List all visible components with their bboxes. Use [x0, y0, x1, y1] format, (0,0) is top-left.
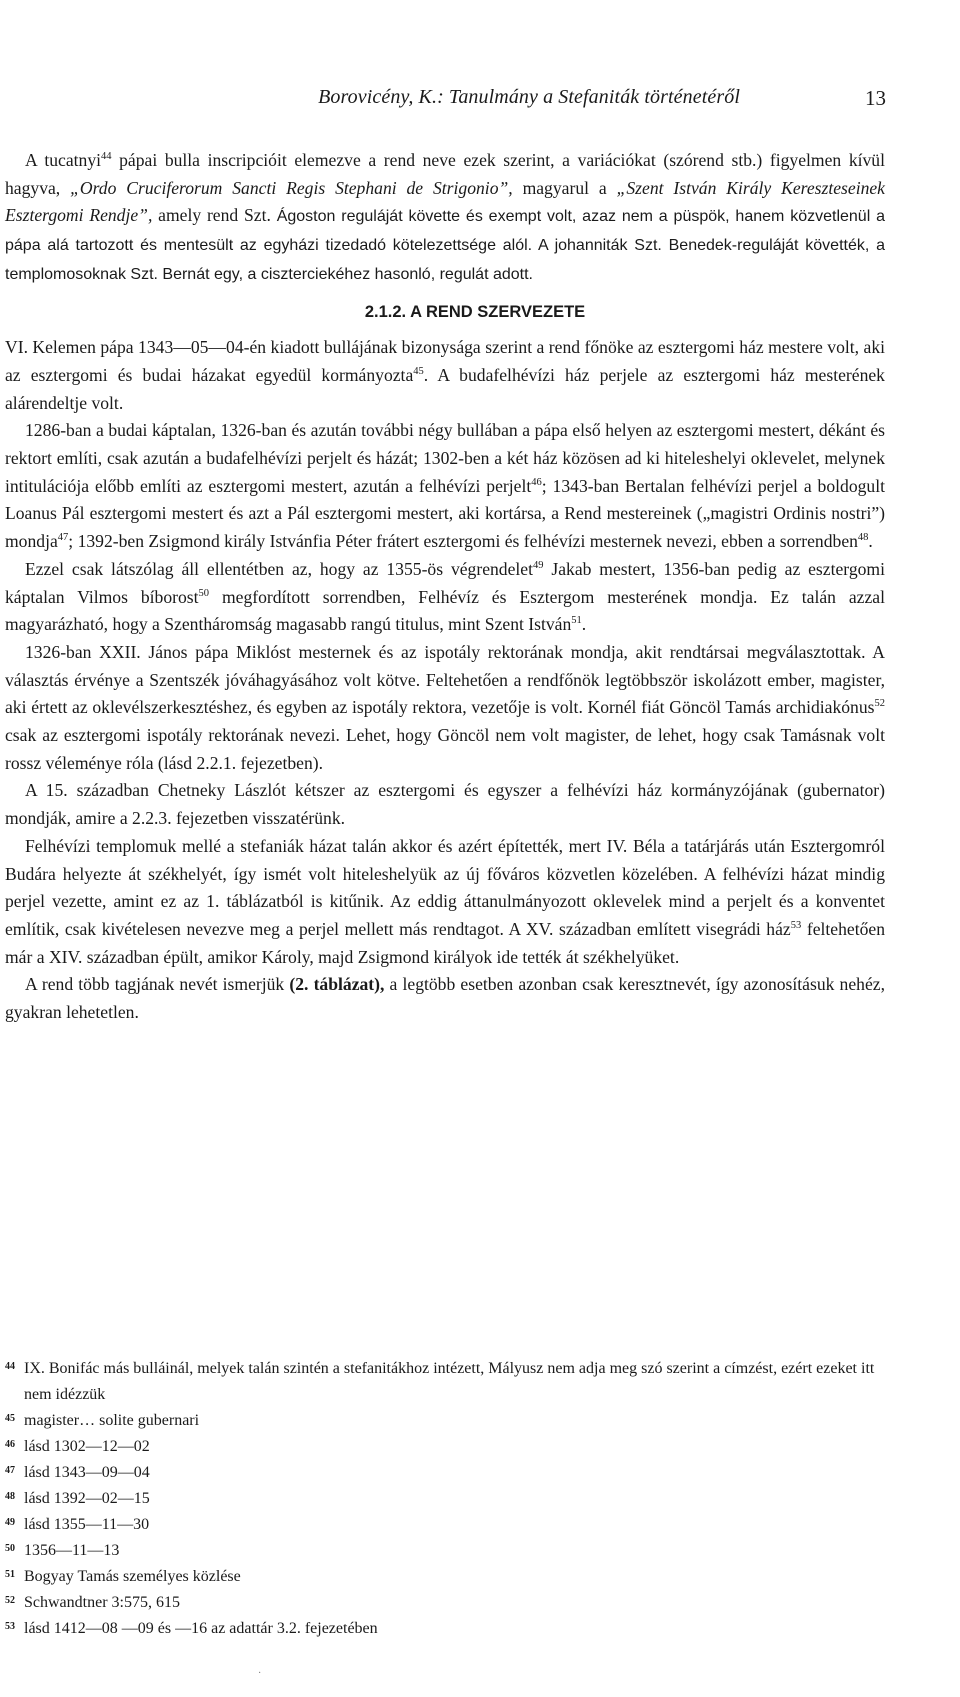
- text-run: Ágoston reguláját követte és exempt volt, azaz nem a püspök, hanem közvetlenül a pápa alá tartozott és mentesült az egyházi tizedadó kötelezettsége alól. A johanniták Szt. Benedek-reguláját követték, a templomosoknak Szt. Bernát egy, a ciszterciekéhez hasonló, regulát adott.: [5, 208, 885, 283]
- footnote-text: lásd 1412—08 —09 és —16 az adattár 3.2. fejezetében: [24, 1620, 378, 1637]
- footnote: [5, 1564, 885, 1590]
- footnote-ref: 48: [857, 532, 869, 544]
- paragraph-1: [5, 147, 885, 289]
- footnote-text: Schwandtner 3:575, 615: [24, 1594, 180, 1611]
- footnote: [5, 1538, 885, 1564]
- main-text: [5, 147, 885, 1027]
- footnote: [5, 1512, 885, 1538]
- section-heading: 2.1.2. A REND SZERVEZETE: [364, 302, 586, 321]
- text-run: ; 1392-ben Zsigmond király Istvánfia Péter frátert esztergomi és felhévízi mesternek nevezi, ebben a sorrendben: [68, 531, 858, 552]
- footnote-number: 53: [5, 1621, 15, 1632]
- paragraph-6: A 15. században Chetneky Lászlót kétszer az esztergomi és egyszer a felhévízi ház kormányzójának (gubernator) mondják, amire a 2.2.3. fejezetben visszatérünk.: [5, 780, 885, 829]
- footnote-text: lásd 1392—02—15: [24, 1490, 150, 1507]
- text-run: megfordított sorrendben, Felhévíz és Esztergom mesterének mondja. Ez talán azzal magyarázható, hogy a Szentháromság magasabb rangú titulus, mint Szent István: [5, 586, 885, 635]
- footnote-number: 48: [5, 1491, 15, 1502]
- footnote-number: 46: [5, 1439, 15, 1450]
- footnote-number: 44: [5, 1361, 15, 1372]
- footnote-number: 50: [5, 1543, 15, 1554]
- text-run: A rend több tagjának nevét ismerjük: [25, 974, 290, 995]
- footnote: [5, 1616, 885, 1642]
- text-run: Felhévízi templomuk mellé a stefaniák házat talán akkor és azért építették, mert IV. Béla a tatárjárás után Esztergomról Budára helyezte át székhelyét, így ismét volt hiteleshelyük az új főváros közvetlen közelében. A felhévízi házat mindig perjel vezette, amint ez az 1. táblázatból is kitűnik. Az eddig áttanulmányozott oklevelek mind a perjelt és a konventet említik, csak kivételesen nevezve meg a perjel mellett más rendtagot. A XV. században említett visegrádi ház: [5, 835, 885, 939]
- footnote-text: lásd 1355—11—30: [24, 1516, 150, 1533]
- running-header: [0, 86, 960, 118]
- text-run: .: [581, 614, 587, 635]
- text-run: 1326-ban XXII. János pápa Miklóst mesternek és az ispotály rektorának mondja, akit rendtársai megválasztottak. A választás érvénye a Szentszék jóváhagyásához volt kötve. Feltehetően a rendfőnök legtöbbször iskolázott ember, magister, aki értett az oklevélszerkesztéshez, és egyben az ispotály rektora, vezetője is volt. Kornél fiát Göncöl Tamás archidiakónus: [5, 641, 885, 718]
- footnote-number: 52: [5, 1595, 15, 1606]
- text-run: csak az esztergomi ispotály rektorának nevezi. Lehet, hogy Göncöl nem volt magister, de lehet, hogy csak Tamásnak volt rossz véleménye róla (lásd 2.2.1. fejezetben).: [5, 725, 885, 773]
- latin-rule-name: „Ordo Cruciferorum Sancti Regis Stephani de Strigonio”,: [70, 177, 513, 198]
- footnote-ref: 53: [790, 919, 802, 931]
- page-number: 13: [865, 86, 886, 110]
- text-run: amely rend Szt.: [152, 205, 277, 226]
- footnote: [5, 1486, 885, 1512]
- hungarian-rule-name: „Szent István Király Kereszteseinek Esztergomi Rendje”,: [5, 177, 885, 226]
- footnote-ref: 44: [101, 151, 112, 162]
- text-run: feltehetően már a XIV. században épült, amikor Károly, majd Zsigmond királyok ide tették át székhelyüket.: [5, 918, 885, 967]
- footnote-text: lásd 1302—12—02: [24, 1438, 150, 1455]
- footnote-text: IX. Bonifác más bulláinál, melyek talán szintén a stefanitákhoz intézett, Mályusz nem adja meg szó szerint a címzést, ezért ezeket itt nem idézzük: [24, 1360, 875, 1403]
- footnote-number: 45: [5, 1413, 15, 1424]
- footnote-number: 47: [5, 1465, 15, 1476]
- footnote-number: 51: [5, 1569, 15, 1580]
- paragraph-5: [5, 639, 885, 778]
- text-run: pápai bulla inscripcióit elemezve a rend neve ezek szerint, a variációkat (szórend stb.) figyelmen kívül hagyva,: [5, 150, 885, 198]
- footnote: [5, 1356, 885, 1408]
- text-run: magyarul a: [512, 177, 617, 198]
- footnote-ref: 50: [198, 587, 210, 599]
- text-run: Ezzel csak látszólag áll ellentétben az, hogy az 1355-ös végrendelet: [25, 558, 534, 579]
- paragraph-3: [5, 417, 885, 556]
- footnotes: [5, 1356, 885, 1642]
- paragraph-7: [5, 833, 885, 972]
- footnote-text: magister… solite gubernari: [24, 1412, 200, 1429]
- footnote: [5, 1460, 885, 1486]
- paragraph-8: [5, 971, 885, 1026]
- running-header-title: Borovicény, K.: Tanulmány a Stefaniták történetéről: [318, 86, 740, 108]
- text-run: a legtöbb esetben azonban csak keresztnevét, így azonosításuk nehéz, gyakran lehetetlen.: [5, 974, 885, 1023]
- footnote-ref: 45: [413, 365, 424, 377]
- paragraph-2: [5, 334, 885, 417]
- footnote-ref: 49: [533, 559, 544, 571]
- text-run: Jakab mestert, 1356-ban pedig az esztergomi káptalan Vilmos bíborost: [5, 558, 885, 607]
- footnote-text: 1356—11—13: [24, 1542, 120, 1559]
- footnote: [5, 1408, 885, 1434]
- text-run: ; 1343-ban Bertalan felhévízi perjel a boldogult Loanus Pál esztergomi mestert és azt a Pál esztergomi mestert, aki kortársa, a Rend mestereinek („magistri Ordinis nostri”) mondja: [5, 475, 886, 552]
- text-run: A tucatnyi: [25, 150, 102, 170]
- footnote-ref: 46: [531, 476, 542, 488]
- paragraph-4: [5, 556, 885, 639]
- text-run: .: [868, 531, 873, 552]
- footnote-ref: 51: [571, 615, 582, 627]
- table-reference: (2. táblázat),: [289, 974, 385, 995]
- footnote: [5, 1434, 885, 1460]
- footnote-text: Bogyay Tamás személyes közlése: [24, 1568, 241, 1585]
- text-run: 1286-ban a budai káptalan, 1326-ban és azután további négy bullában a pápa első helyen az esztergomi mestert, dékánt és rektort említi, csak azután a budafelhévízi perjelt és házát; 1302-ben a két ház közösen ad ki hiteleshelyi oklevelet, melynek intitulációja előbb említi az esztergomi mestert, azután a felhévízi perjelt: [5, 420, 885, 496]
- footnote-text: lásd 1343—09—04: [24, 1464, 150, 1481]
- footnote-number: 49: [5, 1517, 15, 1528]
- text-run: . A budafelhévízi ház perjele az esztergomi ház mesterének alárendeltje volt.: [5, 364, 885, 413]
- footnote-ref: 52: [874, 698, 885, 710]
- footnote: [5, 1590, 885, 1616]
- text-run: VI. Kelemen pápa 1343—05—04-én kiadott bullájának bizonysága szerint a rend főnöke az esztergomi ház mestere volt, aki az esztergomi és budai házakat egyedül kormányozta: [5, 337, 885, 385]
- footnote-ref: 47: [57, 532, 69, 544]
- scan-speck: ·: [258, 1668, 262, 1679]
